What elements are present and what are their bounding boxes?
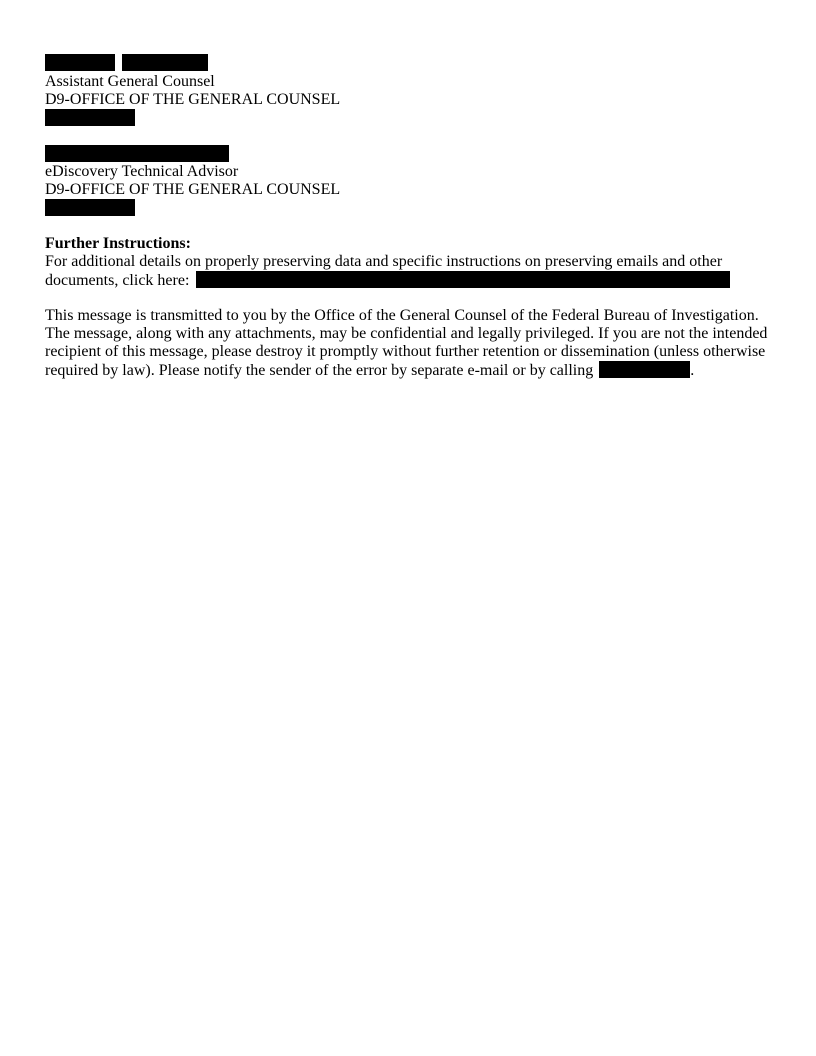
- redacted-phone: [599, 361, 690, 378]
- confidentiality-disclaimer: [45, 307, 785, 380]
- redacted-name-line: [45, 54, 785, 73]
- further-instructions: [45, 235, 785, 289]
- redaction-box: [45, 54, 115, 71]
- disclaimer-end-punct: .: [690, 362, 695, 379]
- spacer: [45, 289, 785, 307]
- document-body: [45, 54, 785, 380]
- redacted-name-line: [45, 145, 785, 163]
- signature-block-2: [45, 145, 785, 217]
- redaction-box: [45, 145, 229, 162]
- signature-block-1: [45, 54, 785, 127]
- redaction-box: [45, 109, 135, 126]
- spacer: [45, 217, 785, 235]
- spacer: [45, 127, 785, 145]
- signature-office: D9-OFFICE OF THE GENERAL COUNSEL: [45, 181, 341, 198]
- redacted-link[interactable]: [196, 271, 730, 288]
- redacted-contact-line: [45, 109, 785, 127]
- instructions-text-line-2: [45, 271, 785, 289]
- instructions-heading: Further Instructions:: [45, 235, 191, 252]
- instructions-link-label: documents, click here:: [45, 272, 190, 289]
- redaction-box: [122, 54, 208, 71]
- redacted-contact-line: [45, 199, 785, 217]
- signature-office: D9-OFFICE OF THE GENERAL COUNSEL: [45, 91, 341, 108]
- signature-title: eDiscovery Technical Advisor: [45, 163, 239, 180]
- signature-title: Assistant General Counsel: [45, 73, 215, 90]
- instructions-text-line-1: For additional details on properly preserving data and specific instructions on preserving emails and other: [45, 253, 723, 270]
- disclaimer-text: This message is transmitted to you by the Office of the General Counsel of the Federal Bureau of Investigation. The message, along with any attachments, may be confidential and legally privileged. If you are not the intended recipient of this message, please destroy it promptly without further retention or dissemination (unless otherwise required by law). Please notify the sender of the error by separate e-mail or by calling: [45, 307, 768, 379]
- redaction-box: [45, 199, 135, 216]
